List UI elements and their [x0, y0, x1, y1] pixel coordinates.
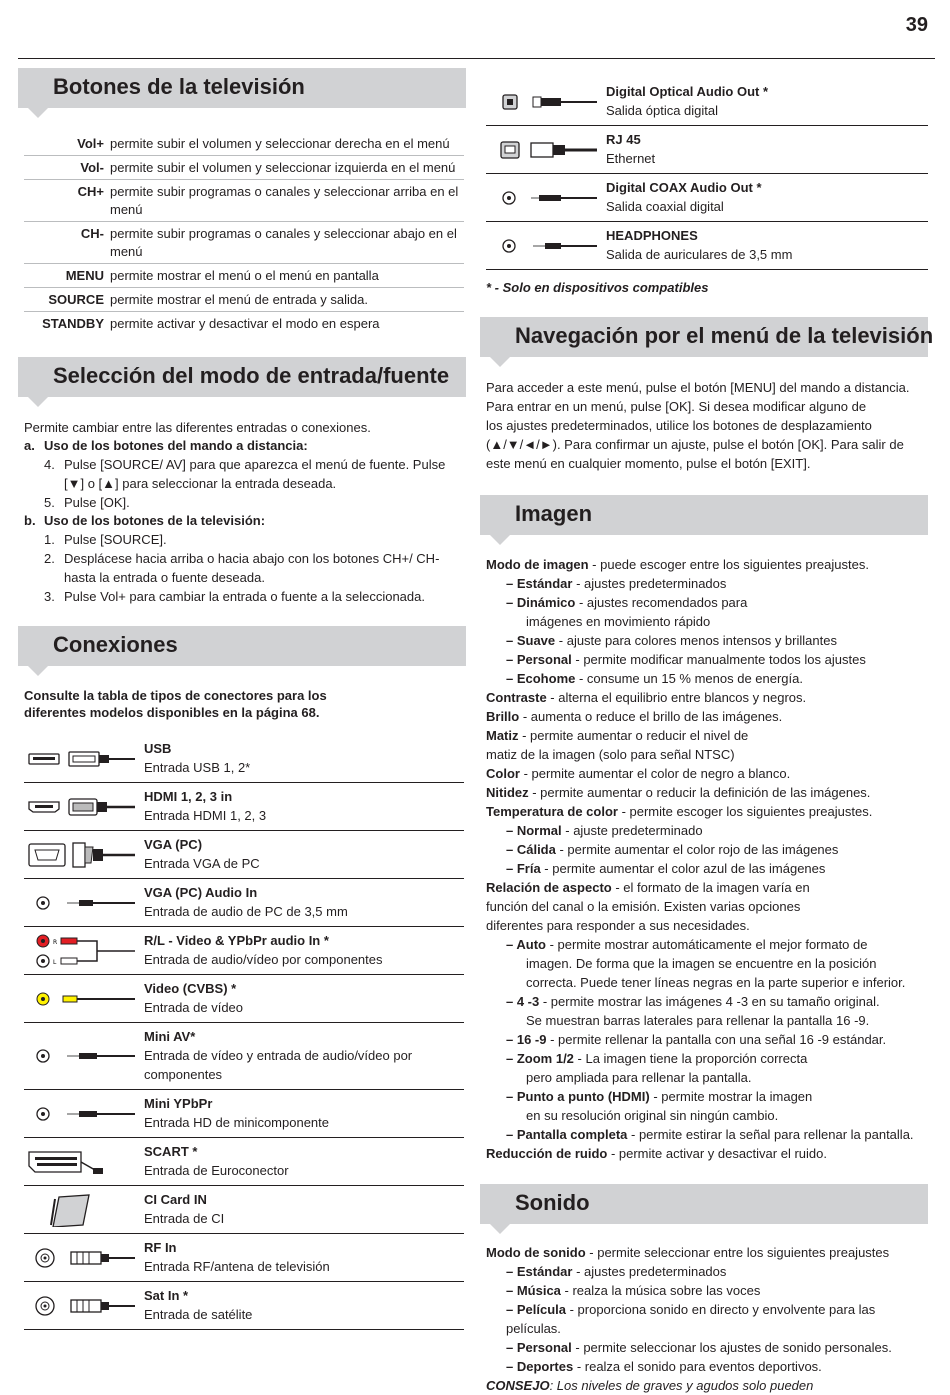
step-text: Pulse [OK].: [64, 495, 130, 510]
definition: - permite seleccionar los ajustes de sonido personales.: [571, 1340, 892, 1355]
definition: - permite activar y desactivar el ruido.: [607, 1146, 827, 1161]
term: – Deportes: [506, 1359, 574, 1374]
connector-name: Video (CVBS) *: [144, 981, 237, 996]
connector-name: USB: [144, 741, 172, 756]
text-line: los ajustes predeterminados, utilice los botones de desplazamiento: [486, 418, 872, 433]
connector-cell: [486, 126, 606, 174]
text-line: [486, 802, 928, 821]
definition: imagen. De forma que la imagen se encuentre en la posición: [526, 956, 877, 971]
connector-description: Entrada USB 1, 2*: [144, 760, 251, 775]
definition: - permite estirar la señal para rellenar la pantalla.: [627, 1127, 914, 1142]
definition: - permite modificar manualmente todos los ajustes: [571, 652, 866, 667]
table-row: [24, 1090, 464, 1138]
connector-text: [144, 879, 464, 927]
hdmi-connector-icon: [25, 796, 143, 818]
text-line: [486, 574, 928, 593]
scart-connector-icon: [25, 1148, 143, 1176]
definition: - permite mostrar la imagen: [649, 1089, 813, 1104]
term: – 4 -3: [506, 994, 540, 1009]
connector-cell: [24, 1282, 144, 1330]
text-line: [486, 650, 928, 669]
text-line: [486, 707, 928, 726]
header-rule: [18, 58, 935, 59]
connector-cell: [24, 831, 144, 879]
connector-cell: [24, 1234, 144, 1282]
list-item: a. Uso de los botones del mando a distancia:: [24, 438, 308, 453]
table-row: [24, 927, 464, 975]
connector-name: RJ 45: [606, 132, 641, 147]
list-item: b. Uso de los botones de la televisión:: [24, 513, 266, 528]
tip: CONSEJO: Los niveles de graves y agudos solo pueden: [486, 1378, 814, 1393]
term: – Personal: [506, 652, 572, 667]
definition: - proporciona sonido en directo y envolvente para las películas.: [506, 1302, 876, 1336]
text-line: [486, 1049, 928, 1068]
connector-cell: [24, 735, 144, 783]
text-line: [486, 1106, 928, 1125]
section-title: Conexiones: [53, 632, 178, 657]
connections-table-output: [486, 78, 928, 270]
table-row: [24, 735, 464, 783]
table-row: [24, 783, 464, 831]
text-line: [486, 897, 928, 916]
term: Temperatura de color: [486, 804, 618, 819]
text-line: [486, 555, 928, 574]
section-title: Selección del modo de entrada/fuente: [53, 363, 450, 388]
text-line: [486, 840, 928, 859]
connector-name: Digital COAX Audio Out *: [606, 180, 762, 195]
term: – Dinámico: [506, 595, 576, 610]
term: – Cálida: [506, 842, 556, 857]
conexiones-note: Consulte la tabla de tipos de conectores para los diferentes modelos disponibles en la página 68.: [24, 688, 327, 720]
term: – Estándar: [506, 576, 573, 591]
term: Color: [486, 766, 520, 781]
text-line: [486, 935, 928, 954]
connector-cell: [24, 1138, 144, 1186]
text-line: Para acceder a este menú, pulse el botón [MENU] del mando a distancia.: [486, 380, 910, 395]
term: – Estándar: [506, 1264, 573, 1279]
term: Modo de sonido: [486, 1245, 586, 1260]
connector-cell: [24, 1186, 144, 1234]
table-row: [24, 180, 464, 222]
table-row: [24, 1186, 464, 1234]
table-row: [24, 879, 464, 927]
button-key: SOURCE: [24, 288, 110, 312]
connector-name: Mini YPbPr: [144, 1096, 213, 1111]
term: – Personal: [506, 1340, 572, 1355]
section-title: Imagen: [515, 501, 593, 526]
term: Matiz: [486, 728, 519, 743]
rca-yellow-icon: [25, 988, 143, 1010]
connector-text: [144, 1234, 464, 1282]
definition: - ajuste para colores menos intensos y brillantes: [555, 633, 837, 648]
text-line: [486, 593, 928, 612]
table-row: [24, 1138, 464, 1186]
definition: - puede escoger entre los siguientes preajustes.: [588, 557, 869, 572]
list-item: [24, 549, 466, 587]
button-description: permite mostrar el menú de entrada y salida.: [110, 288, 464, 312]
connector-description: Salida coaxial digital: [606, 199, 724, 214]
section-header-navegacion: [480, 317, 934, 357]
definition: - permite aumentar o reducir el nivel de: [518, 728, 749, 743]
connector-text: [144, 1138, 464, 1186]
seleccion-intro: Permite cambiar entre las diferentes entradas o conexiones.: [24, 420, 371, 435]
connector-text: [144, 783, 464, 831]
connector-name: RF In: [144, 1240, 177, 1255]
term: – Zoom 1/2: [506, 1051, 574, 1066]
section-header-conexiones: [18, 626, 466, 666]
sat-connector-icon: [25, 1294, 143, 1318]
definition: - permite aumentar el color rojo de las imágenes: [555, 842, 839, 857]
button-key: MENU: [24, 264, 110, 288]
text-line: [486, 688, 928, 707]
step-number: 3.: [44, 589, 55, 604]
term: Nitidez: [486, 785, 529, 800]
text-line: (▲/▼/◄/►). Para confirmar un ajuste, pulse el botón [OK]. Para salir de: [486, 437, 904, 452]
headphones-jack-icon: [487, 235, 605, 257]
section-header-sonido: [480, 1184, 928, 1224]
section-title: Navegación por el menú de la televisión: [515, 323, 934, 348]
button-description: permite subir el volumen y seleccionar derecha en el menú: [110, 132, 464, 156]
table-row: [24, 1234, 464, 1282]
text-line: [486, 1262, 928, 1281]
connector-cell: [486, 78, 606, 126]
section-title: Botones de la televisión: [53, 74, 305, 99]
text-line: [486, 859, 928, 878]
connector-text: [144, 927, 464, 975]
definition: - permite mostrar automáticamente el mejor formato de: [545, 937, 868, 952]
definition: - ajustes predeterminados: [572, 576, 727, 591]
seleccion-body: [24, 418, 466, 606]
definition: - alterna el equilibrio entre blancos y negros.: [546, 690, 807, 705]
table-row: [24, 1282, 464, 1330]
connector-text: [144, 1023, 464, 1090]
connector-description: Entrada HD de minicomponente: [144, 1115, 329, 1130]
connector-description: Entrada de vídeo y entrada de audio/vídeo por componentes: [144, 1048, 413, 1082]
text-line: [486, 669, 928, 688]
table-row: [486, 174, 928, 222]
definition: - aumenta o reduce el brillo de las imágenes.: [519, 709, 783, 724]
connector-name: HEADPHONES: [606, 228, 698, 243]
definition: en su resolución original sin ningún cambio.: [526, 1108, 779, 1123]
text-line: [486, 1125, 928, 1144]
step-number: 1.: [44, 532, 55, 547]
rj45-connector-icon: [487, 138, 605, 162]
button-key: Vol+: [24, 132, 110, 156]
button-key: CH-: [24, 222, 110, 264]
text-line: [486, 973, 928, 992]
connector-cell: [486, 174, 606, 222]
text-line: [486, 1011, 928, 1030]
imagen-body: [486, 555, 928, 1163]
connector-text: [144, 1090, 464, 1138]
connector-text: [606, 222, 928, 270]
table-row: [24, 264, 464, 288]
definition: - realza la música sobre las voces: [560, 1283, 761, 1298]
connector-name: Mini AV*: [144, 1029, 196, 1044]
text-line: [486, 916, 928, 935]
term: – Auto: [506, 937, 546, 952]
table-row: [486, 222, 928, 270]
connector-name: R/L - Video & YPbPr audio In *: [144, 933, 329, 948]
connector-description: Entrada VGA de PC: [144, 856, 260, 871]
button-description: permite subir programas o canales y seleccionar arriba en el menú: [110, 180, 464, 222]
optical-connector-icon: [487, 91, 605, 113]
connector-text: [606, 78, 928, 126]
connector-description: Entrada de satélite: [144, 1307, 253, 1322]
audio-jack-icon: [25, 892, 143, 914]
table-row: [486, 78, 928, 126]
text-line: [486, 1068, 928, 1087]
connector-text: [144, 1186, 464, 1234]
text-line: [486, 878, 928, 897]
rf-connector-icon: [25, 1246, 143, 1270]
text-line: Para entrar en un menú, pulse [OK]. Si desea modificar alguno de: [486, 399, 867, 414]
button-key: STANDBY: [42, 316, 104, 331]
term: Reducción de ruido: [486, 1146, 608, 1161]
connector-cell: [24, 783, 144, 831]
list-item: [24, 530, 466, 549]
text-line: [486, 1281, 928, 1300]
definition: - permite aumentar el color azul de las imágenes: [540, 861, 826, 876]
text-line: [486, 1030, 928, 1049]
connector-cell: [486, 222, 606, 270]
list-item: [24, 455, 466, 493]
connector-description: Entrada de audio/vídeo por componentes: [144, 952, 383, 967]
text-line: [486, 764, 928, 783]
definition: correcta. Puede tener líneas negras en la parte superior e inferior.: [526, 975, 906, 990]
table-row: [24, 1023, 464, 1090]
connector-description: Entrada de CI: [144, 1211, 225, 1226]
table-row: [24, 132, 464, 156]
table-row: [24, 288, 464, 312]
step-number: 5.: [44, 495, 55, 510]
step-number: 4.: [44, 457, 55, 472]
vga-connector-icon: [25, 841, 143, 869]
definition: imágenes en movimiento rápido: [526, 614, 711, 629]
text-line: [486, 726, 928, 745]
connector-description: Ethernet: [606, 151, 656, 166]
definition: - permite seleccionar entre los siguientes preajustes: [585, 1245, 890, 1260]
table-row: [24, 312, 464, 336]
step-text: Pulse Vol+ para cambiar la entrada o fuente a la seleccionada.: [64, 589, 425, 604]
definition: pero ampliada para rellenar la pantalla.: [526, 1070, 752, 1085]
section-title: Sonido: [515, 1190, 590, 1215]
list-item: [24, 493, 466, 512]
connector-description: Entrada de audio de PC de 3,5 mm: [144, 904, 348, 919]
text-line: [486, 992, 928, 1011]
definition: función del canal o la emisión. Existen varias opciones: [486, 899, 801, 914]
definition: - permite escoger los siguientes preajustes.: [617, 804, 873, 819]
text-line: [486, 1338, 928, 1357]
connections-table: [24, 735, 464, 1330]
term: – Punto a punto (HDMI): [506, 1089, 650, 1104]
definition: - consume un 15 % menos de energía.: [575, 671, 803, 686]
section-header-seleccion: [18, 357, 466, 397]
text-line: [486, 1087, 928, 1106]
step-text: Pulse [SOURCE/ AV] para que aparezca el menú de fuente. Pulse [▼] o [▲] para seleccionar la entrada deseada.: [64, 457, 446, 491]
term: – Música: [506, 1283, 561, 1298]
connector-description: Entrada de Euroconector: [144, 1163, 289, 1178]
definition: - La imagen tiene la proporción correcta: [573, 1051, 808, 1066]
definition: - ajustes predeterminados: [572, 1264, 727, 1279]
definition: matiz de la imagen (solo para señal NTSC): [486, 747, 735, 762]
connector-name: CI Card IN: [144, 1192, 207, 1207]
table-row: [24, 156, 464, 180]
button-description: permite activar y desactivar el modo en espera: [110, 316, 380, 331]
mini-ypbpr-jack-icon: [25, 1103, 143, 1125]
button-key: Vol-: [24, 156, 110, 180]
rca-red-white-icon: [25, 931, 143, 971]
sonido-body: [486, 1243, 928, 1376]
connector-name: VGA (PC) Audio In: [144, 885, 258, 900]
connector-text: [144, 1282, 464, 1330]
connector-description: Salida de auriculares de 3,5 mm: [606, 247, 793, 262]
button-description: permite subir programas o canales y seleccionar abajo en el menú: [110, 222, 464, 264]
coax-connector-icon: [487, 187, 605, 209]
connector-description: Entrada RF/antena de televisión: [144, 1259, 330, 1274]
connector-cell: [24, 879, 144, 927]
usb-connector-icon: [25, 748, 143, 770]
connector-text: [606, 174, 928, 222]
connector-cell: [24, 975, 144, 1023]
connector-name: Sat In *: [144, 1288, 189, 1303]
button-description: permite mostrar el menú o el menú en pantalla: [110, 264, 464, 288]
connector-description: Entrada HDMI 1, 2, 3: [144, 808, 267, 823]
text-line: [486, 745, 928, 764]
navegacion-body: [486, 378, 928, 473]
term: – 16 -9: [506, 1032, 547, 1047]
connector-cell: [24, 927, 144, 975]
connector-cell: [24, 1023, 144, 1090]
definition: - ajuste predeterminado: [561, 823, 703, 838]
text-line: este menú en cualquier momento, pulse el botón [EXIT].: [486, 456, 811, 471]
term: Modo de imagen: [486, 557, 589, 572]
section-header-botones: [18, 68, 466, 108]
text-line: [486, 821, 928, 840]
step-text: Desplácese hacia arriba o hacia abajo con los botones CH+/ CH- hasta la entrada o fuente deseada.: [64, 551, 440, 585]
text-line: [486, 631, 928, 650]
button-description: permite subir el volumen y seleccionar izquierda en el menú: [110, 156, 464, 180]
svg-text:R: R: [53, 938, 58, 946]
ci-card-icon: [25, 1193, 143, 1227]
table-row: [24, 975, 464, 1023]
section-header-imagen: [480, 495, 928, 535]
table-row: [24, 831, 464, 879]
text-line: [486, 612, 928, 631]
left-column: [18, 68, 466, 1330]
connector-text: [144, 975, 464, 1023]
text-line: [486, 1144, 928, 1163]
definition: - ajustes recomendados para: [575, 595, 748, 610]
term: – Suave: [506, 633, 556, 648]
connector-text: [606, 126, 928, 174]
term: Brillo: [486, 709, 520, 724]
term: – Fría: [506, 861, 541, 876]
term: – Película: [506, 1302, 566, 1317]
connector-text: [144, 735, 464, 783]
text-line: [486, 783, 928, 802]
step-number: 2.: [44, 551, 55, 566]
term: – Ecohome: [506, 671, 576, 686]
connector-description: Entrada de vídeo: [144, 1000, 244, 1015]
table-row: [24, 222, 464, 264]
text-line: [486, 1357, 928, 1376]
definition: - permite mostrar las imágenes 4 -3 en su tamaño original.: [539, 994, 880, 1009]
page-number: 39: [905, 14, 928, 36]
connector-cell: [24, 1090, 144, 1138]
list-item: [24, 587, 466, 606]
right-column: [480, 78, 934, 1395]
text-line: [486, 1243, 928, 1262]
connector-text: [144, 831, 464, 879]
svg-text:L: L: [53, 958, 57, 966]
definition: - realza el sonido para eventos deportivos.: [573, 1359, 822, 1374]
buttons-table: [24, 132, 464, 335]
connector-name: SCART *: [144, 1144, 198, 1159]
step-text: Pulse [SOURCE].: [64, 532, 167, 547]
definition: - el formato de la imagen varía en: [611, 880, 810, 895]
definition: - permite rellenar la pantalla con una señal 16 -9 estándar.: [546, 1032, 887, 1047]
connector-name: Digital Optical Audio Out *: [606, 84, 769, 99]
definition: - permite aumentar o reducir la definición de las imágenes.: [528, 785, 871, 800]
connector-name: VGA (PC): [144, 837, 203, 852]
definition: Se muestran barras laterales para rellenar la pantalla 16 -9.: [526, 1013, 870, 1028]
term: – Normal: [506, 823, 562, 838]
table-row: [486, 126, 928, 174]
text-line: [486, 954, 928, 973]
term: – Pantalla completa: [506, 1127, 628, 1142]
term: Relación de aspecto: [486, 880, 612, 895]
connector-name: HDMI 1, 2, 3 in: [144, 789, 233, 804]
button-key: CH+: [24, 180, 110, 222]
term: Contraste: [486, 690, 547, 705]
definition: - permite aumentar el color de negro a blanco.: [519, 766, 791, 781]
mini-av-jack-icon: [25, 1045, 143, 1067]
footnote: * - Solo en dispositivos compatibles: [486, 280, 709, 295]
text-line: [486, 1300, 928, 1338]
connector-description: Salida óptica digital: [606, 103, 719, 118]
definition: diferentes para responder a sus necesidades.: [486, 918, 750, 933]
